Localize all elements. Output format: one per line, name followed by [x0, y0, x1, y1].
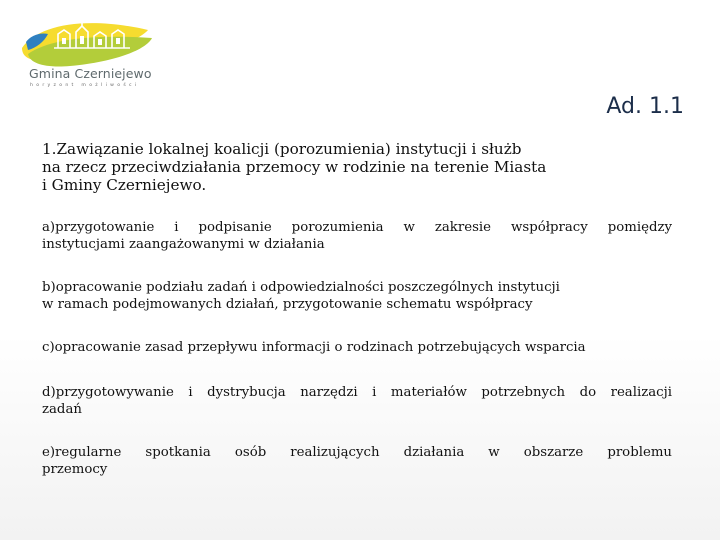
- list-item-line: w ramach podejmowanych działań, przygotowanie schematu współpracy: [42, 296, 533, 312]
- list-item-line: c)opracowanie zasad przepływu informacji o rodzinach potrzebujących wsparcia: [42, 340, 586, 355]
- logo-tagline: horyzont możliwości: [30, 83, 140, 88]
- list-item-line: a)przygotowanie i podpisanie porozumienia w zakresie współpracy pomiędzy: [42, 220, 672, 235]
- list-item-a: [42, 220, 672, 253]
- slide-heading: Ad. 1.1: [606, 94, 684, 119]
- list-item-line: e)regularne spotkania osób realizujących działania w obszarze problemu: [42, 445, 672, 460]
- logo-name: Gmina Czerniejewo: [29, 66, 152, 81]
- logo-emblem-icon: [18, 14, 158, 70]
- main-title: [42, 140, 672, 194]
- list-item-line: b)opracowanie podziału zadań i odpowiedzialności poszczególnych instytucji: [42, 280, 560, 295]
- municipality-logo: [18, 14, 158, 94]
- list-item-c: [42, 340, 672, 357]
- main-title-line: 1.Zawiązanie lokalnej koalicji (porozumienia) instytucji i służb: [42, 140, 522, 158]
- list-item-line: przemocy: [42, 461, 108, 477]
- list-item-line: zadań: [42, 401, 82, 417]
- list-item-b: [42, 280, 672, 313]
- main-title-line: na rzecz przeciwdziałania przemocy w rodzinie na terenie Miasta: [42, 158, 547, 176]
- list-item-line: instytucjami zaangażowanymi w działania: [42, 236, 325, 252]
- list-item-e: [42, 445, 672, 478]
- list-item-line: d)przygotowywanie i dystrybucja narzędzi i materiałów potrzebnych do realizacji: [42, 385, 672, 400]
- main-title-line: i Gminy Czerniejewo.: [42, 176, 207, 194]
- list-item-d: [42, 385, 672, 418]
